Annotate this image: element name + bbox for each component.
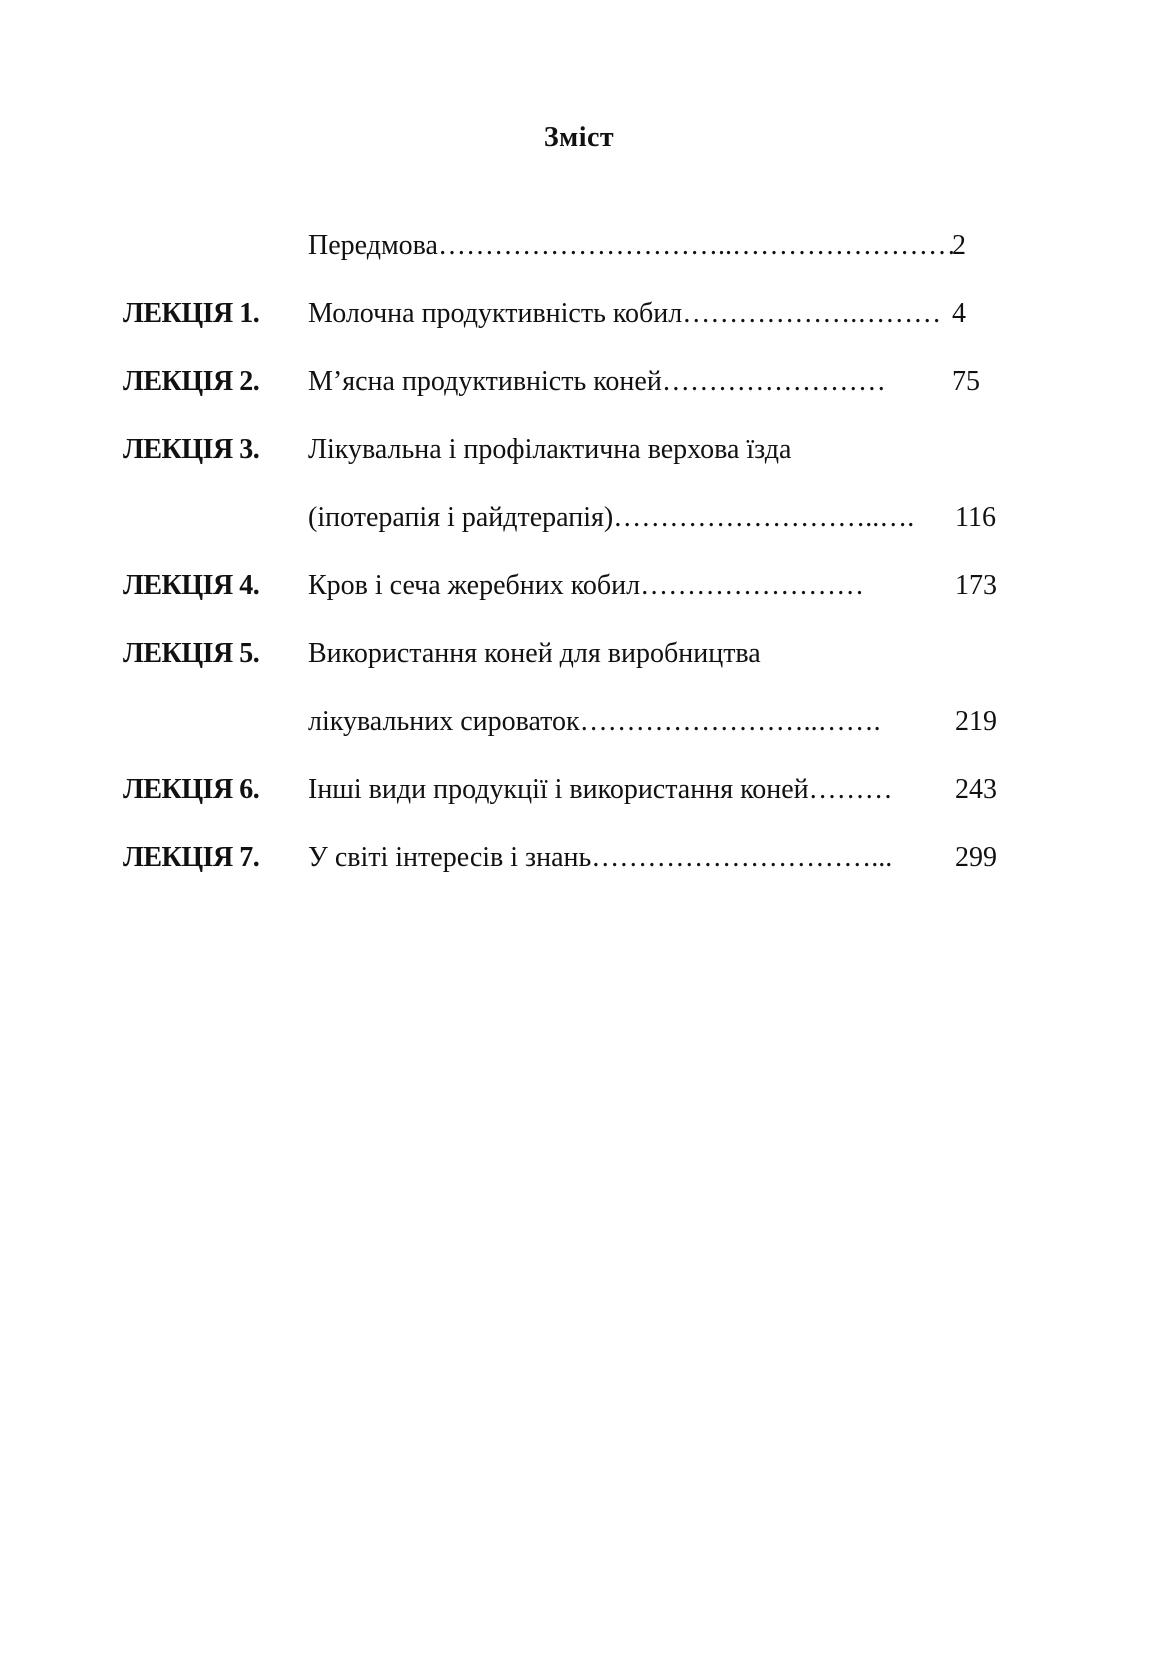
toc-entry-text: Лікувальна і профілактична верхова їзда — [308, 434, 792, 465]
toc-entry-page: 173 — [955, 570, 997, 601]
toc-entry-text: лікувальних сироваток……………………..……. — [308, 706, 881, 737]
toc-entry-label: ЛЕКЦІЯ 3. — [123, 434, 260, 465]
toc-entry-page: 243 — [955, 774, 997, 805]
toc-entry-label: ЛЕКЦІЯ 2. — [123, 366, 260, 397]
toc-entry-text: Кров і сеча жеребних кобил…………………… — [308, 570, 865, 601]
toc-entry-page: 116 — [955, 502, 996, 533]
toc-entry-page: 299 — [955, 842, 997, 873]
toc-entry-preface — [0, 226, 1158, 266]
toc-entry-lecture-2 — [0, 362, 1158, 402]
toc-entry-text: Інші види продукції і використання коней……… — [308, 774, 893, 805]
toc-entry-text: (іпотерапія і райдтерапія)………………………..…. — [308, 502, 915, 533]
toc-entry-text: У світі інтересів і знань…………………………... — [308, 842, 893, 873]
toc-entry-text: М’ясна продуктивність коней…………………… — [308, 366, 886, 397]
toc-entry-label: ЛЕКЦІЯ 6. — [123, 774, 260, 805]
toc-entry-page: 2 — [952, 230, 966, 261]
toc-entry-page: 75 — [952, 366, 980, 397]
toc-entry-lecture-6 — [0, 770, 1158, 810]
toc-entry-text: Використання коней для виробництва — [308, 638, 761, 669]
toc-entry-label: ЛЕКЦІЯ 4. — [123, 570, 260, 601]
toc-entry-lecture-5-continued — [0, 702, 1158, 742]
toc-entry-lecture-3 — [0, 430, 1158, 470]
toc-entry-label: ЛЕКЦІЯ 1. — [123, 298, 260, 329]
toc-entry-lecture-5 — [0, 634, 1158, 674]
page-title: Зміст — [543, 122, 615, 153]
toc-entry-lecture-1 — [0, 294, 1158, 334]
toc-entry-label: ЛЕКЦІЯ 7. — [123, 842, 260, 873]
toc-entry-lecture-3-continued — [0, 498, 1158, 538]
toc-entry-lecture-4 — [0, 566, 1158, 606]
toc-entry-label: ЛЕКЦІЯ 5. — [123, 638, 260, 669]
toc-entry-page: 219 — [955, 706, 997, 737]
toc-entry-page: 4 — [952, 298, 966, 329]
toc-entry-text: Передмова…………………………..…………………… — [308, 230, 956, 261]
toc-entry-text: Молочна продуктивність кобил……………….……… — [308, 298, 942, 329]
toc-entry-lecture-7 — [0, 838, 1158, 878]
